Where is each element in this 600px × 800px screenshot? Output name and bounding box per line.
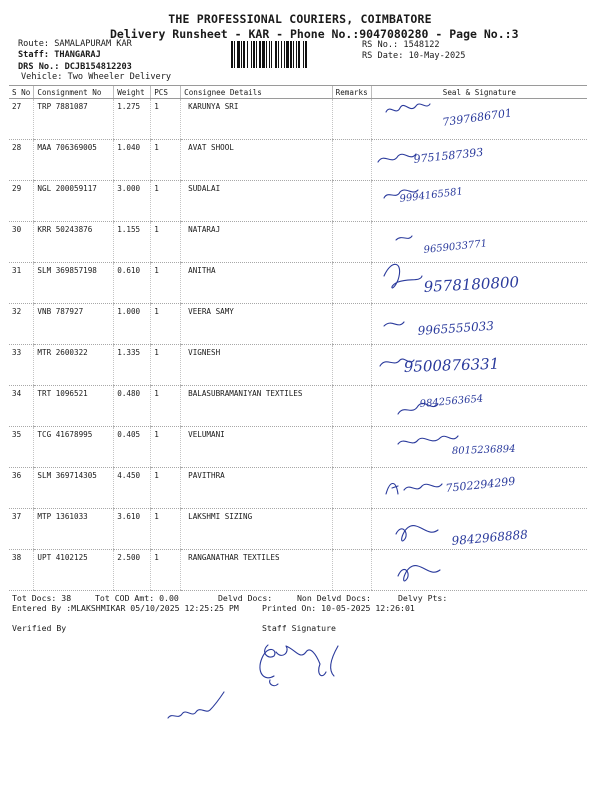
cell-weight: 0.610 bbox=[114, 263, 151, 304]
cell-pcs: 1 bbox=[151, 386, 181, 427]
cell-consignee: VEERA SAMY bbox=[181, 304, 333, 345]
cell-weight: 0.405 bbox=[114, 427, 151, 468]
handwritten-phone: 7397686701 bbox=[441, 106, 513, 129]
table-row bbox=[9, 99, 587, 140]
cell-remarks bbox=[332, 468, 371, 509]
cell-consignment: SLM 369857198 bbox=[34, 263, 114, 304]
cell-signature bbox=[371, 99, 587, 140]
handwritten-phone: 7502294299 bbox=[444, 474, 516, 495]
staff-signature-label: Staff Signature bbox=[262, 623, 336, 633]
cell-signature bbox=[371, 181, 587, 222]
delivery-points: Delvy Pts: bbox=[398, 593, 448, 603]
cell-sno: 27 bbox=[9, 99, 34, 140]
cell-weight: 1.040 bbox=[114, 140, 151, 181]
rs-number: RS No.: 1548122 bbox=[362, 40, 440, 50]
cell-remarks bbox=[332, 304, 371, 345]
cell-signature bbox=[371, 509, 587, 550]
cell-remarks bbox=[332, 427, 371, 468]
staff-name: THANGARAJ bbox=[54, 50, 101, 60]
cell-remarks bbox=[332, 345, 371, 386]
non-delivered-docs: Non Delvd Docs: bbox=[297, 593, 371, 603]
table-row bbox=[9, 263, 587, 304]
cell-remarks bbox=[332, 140, 371, 181]
cell-sno: 37 bbox=[9, 509, 34, 550]
cell-pcs: 1 bbox=[151, 222, 181, 263]
col-consignee: Consignee Details bbox=[181, 86, 333, 99]
cell-weight: 1.155 bbox=[114, 222, 151, 263]
staff-signature-scribble bbox=[150, 630, 370, 730]
cell-pcs: 1 bbox=[151, 304, 181, 345]
handwritten-phone: 9500876331 bbox=[403, 354, 500, 376]
delivered-docs: Delvd Docs: bbox=[218, 593, 273, 603]
cell-consignment: VNB 787927 bbox=[34, 304, 114, 345]
cell-sno: 33 bbox=[9, 345, 34, 386]
cell-sno: 31 bbox=[9, 263, 34, 304]
cell-signature bbox=[371, 386, 587, 427]
cell-pcs: 1 bbox=[151, 468, 181, 509]
cell-remarks bbox=[332, 263, 371, 304]
cell-pcs: 1 bbox=[151, 99, 181, 140]
cell-sno: 30 bbox=[9, 222, 34, 263]
handwritten-phone: 9842968888 bbox=[451, 527, 529, 548]
table-row bbox=[9, 345, 587, 386]
cell-consignee: NATARAJ bbox=[181, 222, 333, 263]
cell-pcs: 1 bbox=[151, 550, 181, 591]
cell-consignee: BALASUBRAMANIYAN TEXTILES bbox=[181, 386, 333, 427]
col-sno: S No bbox=[9, 86, 34, 99]
cell-signature bbox=[371, 304, 587, 345]
cell-remarks bbox=[332, 386, 371, 427]
cell-consignee: RANGANATHAR TEXTILES bbox=[181, 550, 333, 591]
table-row bbox=[9, 509, 587, 550]
cell-consignment: MTR 2600322 bbox=[34, 345, 114, 386]
cell-signature bbox=[371, 427, 587, 468]
handwritten-phone: 9578180800 bbox=[423, 273, 520, 296]
cell-sno: 36 bbox=[9, 468, 34, 509]
cell-weight: 3.000 bbox=[114, 181, 151, 222]
cell-signature bbox=[371, 263, 587, 304]
col-signature: Seal & Signature bbox=[371, 86, 587, 99]
cell-weight: 1.275 bbox=[114, 99, 151, 140]
printed-on: Printed On: 10-05-2025 12:26:01 bbox=[262, 603, 415, 613]
cell-pcs: 1 bbox=[151, 345, 181, 386]
cell-consignment: KRR 50243876 bbox=[34, 222, 114, 263]
col-remarks: Remarks bbox=[332, 86, 371, 99]
cell-consignment: UPT 4102125 bbox=[34, 550, 114, 591]
cell-remarks bbox=[332, 222, 371, 263]
cell-pcs: 1 bbox=[151, 140, 181, 181]
table-row bbox=[9, 222, 587, 263]
cell-sno: 32 bbox=[9, 304, 34, 345]
cell-consignment: SLM 369714305 bbox=[34, 468, 114, 509]
cell-consignee: VIGNESH bbox=[181, 345, 333, 386]
table-row bbox=[9, 304, 587, 345]
company-title: THE PROFESSIONAL COURIERS, COIMBATORE bbox=[168, 12, 432, 26]
cell-consignee: VELUMANI bbox=[181, 427, 333, 468]
vehicle-label: Vehicle: Two Wheeler Delivery bbox=[21, 72, 172, 82]
cell-remarks bbox=[332, 550, 371, 591]
table-row bbox=[9, 140, 587, 181]
drs-label: DRS No.: bbox=[18, 62, 65, 72]
total-cod: Tot COD Amt: 0.00 bbox=[95, 593, 179, 603]
barcode bbox=[231, 41, 352, 68]
table-row bbox=[9, 427, 587, 468]
cell-consignee: LAKSHMI SIZING bbox=[181, 509, 333, 550]
cell-weight: 0.480 bbox=[114, 386, 151, 427]
cell-consignee: SUDALAI bbox=[181, 181, 333, 222]
cell-remarks bbox=[332, 99, 371, 140]
cell-remarks bbox=[332, 181, 371, 222]
cell-signature bbox=[371, 468, 587, 509]
cell-consignment: MAA 706369005 bbox=[34, 140, 114, 181]
cell-consignment: TCG 41678995 bbox=[34, 427, 114, 468]
cell-consignment: TRP 7881087 bbox=[34, 99, 114, 140]
col-pcs: PCS bbox=[151, 86, 181, 99]
handwritten-phone: 9994165581 bbox=[399, 186, 464, 205]
table-row bbox=[9, 386, 587, 427]
handwritten-phone: 8015236894 bbox=[451, 443, 516, 457]
cell-consignment: NGL 200059117 bbox=[34, 181, 114, 222]
cell-weight: 4.450 bbox=[114, 468, 151, 509]
staff-label: Staff: bbox=[18, 50, 55, 60]
cell-weight: 2.500 bbox=[114, 550, 151, 591]
cell-signature bbox=[371, 345, 587, 386]
table-header-row bbox=[9, 86, 587, 99]
rs-date: RS Date: 10-May-2025 bbox=[362, 51, 466, 61]
drs-line bbox=[18, 62, 132, 72]
drs-number: DCJB154812203 bbox=[64, 62, 132, 72]
runsheet-table bbox=[9, 85, 587, 591]
cell-sno: 38 bbox=[9, 550, 34, 591]
cell-pcs: 1 bbox=[151, 509, 181, 550]
cell-consignment: TRT 1096521 bbox=[34, 386, 114, 427]
cell-consignee: AVAT SHOOL bbox=[181, 140, 333, 181]
handwritten-phone: 9965555033 bbox=[417, 318, 495, 338]
cell-consignee: KARUNYA SRI bbox=[181, 99, 333, 140]
verified-by-label: Verified By bbox=[12, 623, 67, 633]
cell-consignment: MTP 1361033 bbox=[34, 509, 114, 550]
total-docs: Tot Docs: 38 bbox=[12, 593, 72, 603]
cell-signature bbox=[371, 222, 587, 263]
table-row bbox=[9, 468, 587, 509]
handwritten-phone: 9659033771 bbox=[423, 238, 488, 256]
entered-by: Entered By :MLAKSHMIKAR 05/10/2025 12:25:25 PM bbox=[12, 603, 239, 613]
cell-consignee: ANITHA bbox=[181, 263, 333, 304]
cell-weight: 1.335 bbox=[114, 345, 151, 386]
handwritten-phone: 9842563654 bbox=[419, 393, 484, 410]
cell-signature bbox=[371, 140, 587, 181]
cell-sno: 28 bbox=[9, 140, 34, 181]
col-consignment: Consignment No bbox=[34, 86, 114, 99]
runsheet-title: Delivery Runsheet - KAR - Phone No.:9047080280 - Page No.:3 bbox=[110, 27, 519, 41]
cell-consignee: PAVITHRA bbox=[181, 468, 333, 509]
route-label: Route: SAMALAPURAM KAR bbox=[18, 39, 132, 49]
table-row bbox=[9, 181, 587, 222]
cell-sno: 34 bbox=[9, 386, 34, 427]
cell-weight: 3.610 bbox=[114, 509, 151, 550]
staff-line bbox=[18, 50, 101, 60]
cell-pcs: 1 bbox=[151, 427, 181, 468]
table-row bbox=[9, 550, 587, 591]
cell-pcs: 1 bbox=[151, 263, 181, 304]
cell-sno: 35 bbox=[9, 427, 34, 468]
col-weight: Weight bbox=[114, 86, 151, 99]
cell-pcs: 1 bbox=[151, 181, 181, 222]
cell-weight: 1.000 bbox=[114, 304, 151, 345]
cell-remarks bbox=[332, 509, 371, 550]
cell-sno: 29 bbox=[9, 181, 34, 222]
handwritten-phone: 9751587393 bbox=[412, 145, 484, 166]
cell-signature bbox=[371, 550, 587, 591]
